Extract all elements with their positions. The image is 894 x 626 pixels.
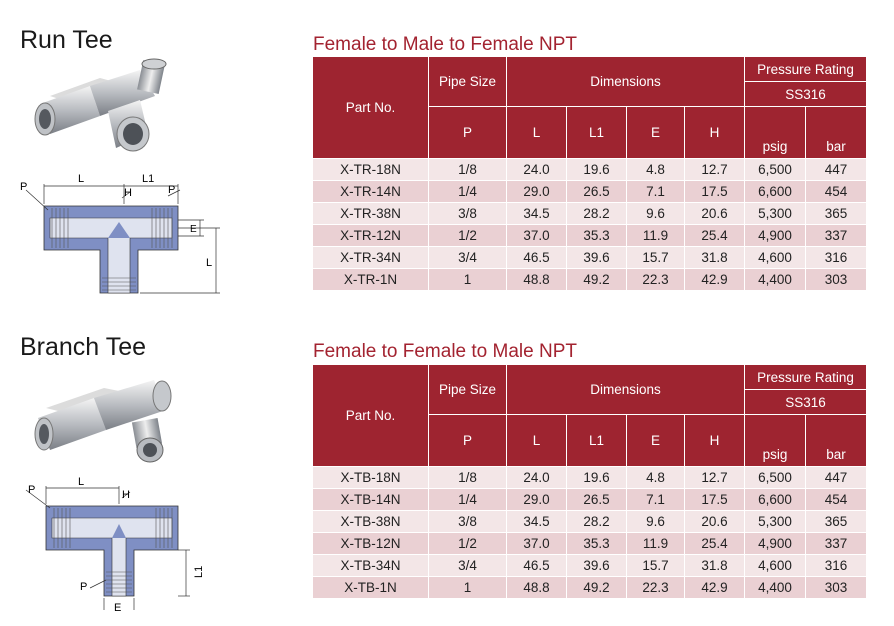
part-no-cell: X-TR-38N [313,203,429,225]
header-bar: bar [806,415,867,467]
l1-cell: 39.6 [567,247,627,269]
pipe-size-cell: 3/4 [429,555,507,577]
l-cell: 46.5 [507,555,567,577]
run-tee-label-l1-top: L1 [142,173,155,185]
psig-cell: 6,600 [745,181,806,203]
l-cell: 37.0 [507,533,567,555]
header-pressure-rating: Pressure Rating [745,365,867,390]
psig-cell: 6,500 [745,159,806,181]
psig-cell: 6,600 [745,489,806,511]
branch-tee-table-body [313,467,867,599]
branch-tee-table-title: Female to Female to Male NPT [313,341,577,362]
part-no-cell: X-TB-14N [313,489,429,511]
branch-tee-diagram [18,476,218,616]
h-cell: 31.8 [685,247,745,269]
header-dimensions: Dimensions [507,365,745,415]
table-row [313,225,867,247]
part-no-cell: X-TB-1N [313,577,429,599]
header-bar: bar [806,107,867,159]
l1-cell: 28.2 [567,511,627,533]
bar-cell: 316 [806,247,867,269]
bar-cell: 454 [806,181,867,203]
header-l: L [507,415,567,467]
e-cell: 7.1 [627,181,685,203]
l-cell: 48.8 [507,269,567,291]
table-row [313,181,867,203]
h-cell: 25.4 [685,225,745,247]
header-l1: L1 [567,415,627,467]
run-tee-label-h: H [124,187,132,199]
run-tee-title: Run Tee [20,26,113,54]
table-row [313,269,867,291]
psig-cell: 4,600 [745,247,806,269]
l-cell: 34.5 [507,203,567,225]
l-cell: 48.8 [507,577,567,599]
branch-tee-label-l-top: L [78,476,85,488]
run-tee-label-e: E [190,224,197,235]
part-no-cell: X-TR-34N [313,247,429,269]
bar-cell: 365 [806,511,867,533]
bar-cell: 365 [806,203,867,225]
psig-cell: 5,300 [745,203,806,225]
psig-cell: 4,400 [745,269,806,291]
run-tee-table-title: Female to Male to Female NPT [313,34,577,55]
part-no-cell: X-TB-38N [313,511,429,533]
pipe-size-cell: 1/2 [429,533,507,555]
branch-tee-photo [34,368,184,468]
table-row [313,511,867,533]
pipe-size-cell: 3/8 [429,511,507,533]
l1-cell: 26.5 [567,489,627,511]
l-cell: 29.0 [507,489,567,511]
l1-cell: 49.2 [567,269,627,291]
branch-tee-label-e: E [114,602,122,614]
psig-cell: 4,900 [745,533,806,555]
e-cell: 9.6 [627,203,685,225]
run-tee-diagram [18,168,248,303]
h-cell: 12.7 [685,159,745,181]
l-cell: 46.5 [507,247,567,269]
run-tee-photo [30,56,190,158]
pipe-size-cell: 1 [429,577,507,599]
table-row [313,577,867,599]
bar-cell: 447 [806,159,867,181]
branch-tee-label-p-left: P [28,484,36,496]
h-cell: 20.6 [685,203,745,225]
part-no-cell: X-TB-34N [313,555,429,577]
header-part-no: Part No. [313,57,429,159]
h-cell: 42.9 [685,577,745,599]
e-cell: 22.3 [627,577,685,599]
e-cell: 15.7 [627,247,685,269]
h-cell: 42.9 [685,269,745,291]
header-dimensions: Dimensions [507,57,745,107]
pipe-size-cell: 1/4 [429,181,507,203]
table-row [313,159,867,181]
pipe-size-cell: 3/4 [429,247,507,269]
l1-cell: 19.6 [567,159,627,181]
header-pipe-size: Pipe Size [429,365,507,415]
header-psig: psig [745,107,806,159]
branch-tee-label-l1-side: L1 [193,565,205,578]
table-row [313,203,867,225]
run-tee-table-body [313,159,867,291]
bar-cell: 337 [806,225,867,247]
psig-cell: 4,600 [745,555,806,577]
l-cell: 37.0 [507,225,567,247]
l1-cell: 26.5 [567,181,627,203]
branch-tee-label-p-bottom: P [80,581,88,593]
header-part-no: Part No. [313,365,429,467]
header-h: H [685,107,745,159]
bar-cell: 447 [806,467,867,489]
header-e: E [627,107,685,159]
e-cell: 4.8 [627,467,685,489]
l-cell: 34.5 [507,511,567,533]
h-cell: 12.7 [685,467,745,489]
branch-tee-table [312,364,867,599]
header-pipe-size: Pipe Size [429,57,507,107]
header-l1: L1 [567,107,627,159]
pipe-size-cell: 1 [429,269,507,291]
h-cell: 17.5 [685,181,745,203]
bar-cell: 303 [806,269,867,291]
psig-cell: 6,500 [745,467,806,489]
run-tee-label-l-top: L [78,173,85,185]
l1-cell: 39.6 [567,555,627,577]
part-no-cell: X-TB-18N [313,467,429,489]
e-cell: 11.9 [627,533,685,555]
l-cell: 24.0 [507,159,567,181]
header-l: L [507,107,567,159]
table-row [313,533,867,555]
header-material: SS316 [745,82,867,107]
part-no-cell: X-TR-14N [313,181,429,203]
e-cell: 9.6 [627,511,685,533]
l1-cell: 35.3 [567,225,627,247]
header-material: SS316 [745,390,867,415]
e-cell: 11.9 [627,225,685,247]
l1-cell: 49.2 [567,577,627,599]
header-p: P [429,107,507,159]
part-no-cell: X-TB-12N [313,533,429,555]
header-h: H [685,415,745,467]
table-row [313,555,867,577]
l-cell: 24.0 [507,467,567,489]
run-tee-label-p-right: P [168,184,176,196]
psig-cell: 4,400 [745,577,806,599]
l1-cell: 19.6 [567,467,627,489]
l1-cell: 28.2 [567,203,627,225]
bar-cell: 337 [806,533,867,555]
branch-tee-label-h: H [122,489,130,501]
pipe-size-cell: 1/2 [429,225,507,247]
bar-cell: 316 [806,555,867,577]
e-cell: 15.7 [627,555,685,577]
header-psig: psig [745,415,806,467]
h-cell: 25.4 [685,533,745,555]
header-e: E [627,415,685,467]
e-cell: 4.8 [627,159,685,181]
h-cell: 17.5 [685,489,745,511]
pipe-size-cell: 1/8 [429,159,507,181]
branch-tee-title: Branch Tee [20,333,147,361]
part-no-cell: X-TR-12N [313,225,429,247]
bar-cell: 303 [806,577,867,599]
l-cell: 29.0 [507,181,567,203]
table-row [313,489,867,511]
table-row [313,467,867,489]
run-tee-table [312,56,867,291]
table-row [313,247,867,269]
header-pressure-rating: Pressure Rating [745,57,867,82]
pipe-size-cell: 1/4 [429,489,507,511]
psig-cell: 5,300 [745,511,806,533]
h-cell: 20.6 [685,511,745,533]
h-cell: 31.8 [685,555,745,577]
e-cell: 7.1 [627,489,685,511]
bar-cell: 454 [806,489,867,511]
part-no-cell: X-TR-1N [313,269,429,291]
run-tee-label-p-left: P [20,181,28,193]
pipe-size-cell: 1/8 [429,467,507,489]
run-tee-label-l-side: L [206,257,213,269]
l1-cell: 35.3 [567,533,627,555]
pipe-size-cell: 3/8 [429,203,507,225]
part-no-cell: X-TR-18N [313,159,429,181]
psig-cell: 4,900 [745,225,806,247]
header-p: P [429,415,507,467]
e-cell: 22.3 [627,269,685,291]
